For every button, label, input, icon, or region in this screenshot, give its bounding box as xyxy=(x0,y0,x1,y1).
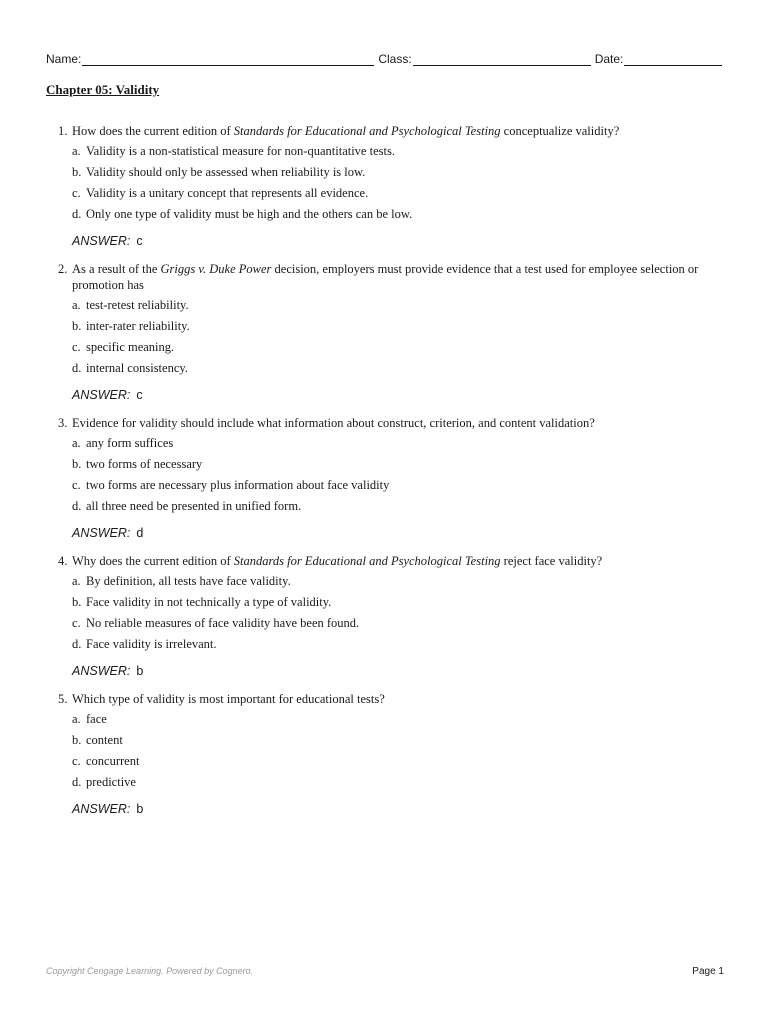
choice-letter: b. xyxy=(72,319,82,333)
question-text-end: decision, employers must provide evidence that a test used for employee selection or promotion has xyxy=(72,262,699,292)
choice-text: predictive xyxy=(86,775,136,789)
name-label: Name: xyxy=(46,52,82,66)
choice-text: No reliable measures of face validity have been found. xyxy=(86,616,360,630)
question-text xyxy=(72,553,718,569)
choice-text: Validity is a unitary concept that represents all evidence. xyxy=(86,186,369,200)
choice-letter: a. xyxy=(72,298,81,312)
question-text-start: As a result of the xyxy=(72,262,161,276)
choice-letter: b. xyxy=(72,165,82,179)
answer-choice xyxy=(72,143,718,159)
date-blank-line xyxy=(624,52,722,66)
question-list xyxy=(58,123,718,829)
choice-text: inter-rater reliability. xyxy=(86,319,190,333)
answer-key xyxy=(72,387,718,403)
answer-label: ANSWER: xyxy=(72,388,131,402)
question-number: 5. xyxy=(58,692,68,706)
page-number: Page 1 xyxy=(692,966,724,977)
answer-choices xyxy=(72,435,718,514)
question-text-title: Standards for Educational and Psychological Testing xyxy=(233,124,501,138)
question-number: 1. xyxy=(58,124,68,138)
answer-choices xyxy=(72,297,718,376)
question-item xyxy=(58,261,718,403)
question-stem xyxy=(58,415,718,431)
question-text-start: Which type of validity is most important for educational tests? xyxy=(72,692,385,706)
answer-choice xyxy=(72,711,718,727)
choice-letter: a. xyxy=(72,574,81,588)
name-blank-line xyxy=(82,52,374,66)
name-field xyxy=(46,52,374,66)
choice-text: all three need be presented in unified form. xyxy=(86,499,302,513)
answer-choice xyxy=(72,318,718,334)
answer-choice xyxy=(72,360,718,376)
choice-text: Only one type of validity must be high and the others can be low. xyxy=(86,207,413,221)
question-text-end: reject face validity? xyxy=(500,554,603,568)
choice-letter: b. xyxy=(72,595,82,609)
choice-letter: c. xyxy=(72,478,81,492)
answer-key xyxy=(72,233,718,249)
choice-letter: d. xyxy=(72,499,82,513)
answer-value: c xyxy=(136,234,143,248)
answer-choice xyxy=(72,732,718,748)
page-footer xyxy=(46,966,724,980)
question-stem xyxy=(58,123,718,139)
class-field xyxy=(378,52,590,66)
choice-letter: c. xyxy=(72,616,81,630)
copyright-notice: Copyright Cengage Learning. Powered by Cognero. xyxy=(46,966,254,976)
choice-text: By definition, all tests have face validity. xyxy=(86,574,291,588)
choice-text: concurrent xyxy=(86,754,140,768)
question-item xyxy=(58,415,718,541)
choice-letter: c. xyxy=(72,754,81,768)
choice-text: content xyxy=(86,733,123,747)
question-text-title: Standards for Educational and Psychological Testing xyxy=(233,554,501,568)
answer-choice xyxy=(72,456,718,472)
choice-text: face xyxy=(86,712,107,726)
choice-text: Face validity in not technically a type of validity. xyxy=(86,595,332,609)
answer-choice xyxy=(72,339,718,355)
answer-choices xyxy=(72,143,718,222)
question-text xyxy=(72,123,718,139)
choice-letter: a. xyxy=(72,144,81,158)
choice-text: specific meaning. xyxy=(86,340,175,354)
question-stem xyxy=(58,261,718,293)
question-text-title: Griggs v. Duke Power xyxy=(160,262,272,276)
question-item xyxy=(58,691,718,817)
answer-choice xyxy=(72,498,718,514)
answer-choices xyxy=(72,573,718,652)
choice-letter: c. xyxy=(72,340,81,354)
answer-choice xyxy=(72,615,718,631)
choice-letter: d. xyxy=(72,361,82,375)
choice-letter: b. xyxy=(72,733,82,747)
answer-choice xyxy=(72,573,718,589)
choice-letter: a. xyxy=(72,436,81,450)
choice-text: two forms are necessary plus information about face validity xyxy=(86,478,390,492)
question-text-start: Why does the current edition of xyxy=(72,554,234,568)
class-label: Class: xyxy=(378,52,412,66)
answer-choice xyxy=(72,774,718,790)
student-info-header xyxy=(46,46,724,66)
answer-choice xyxy=(72,477,718,493)
question-text-end: conceptualize validity? xyxy=(500,124,620,138)
choice-text: Validity is a non-statistical measure for non-quantitative tests. xyxy=(86,144,395,158)
choice-text: Face validity is irrelevant. xyxy=(86,637,217,651)
answer-choice xyxy=(72,636,718,652)
answer-value: b xyxy=(136,664,144,678)
answer-value: d xyxy=(136,526,144,540)
choice-text: internal consistency. xyxy=(86,361,188,375)
date-field xyxy=(595,52,723,66)
choice-text: two forms of necessary xyxy=(86,457,203,471)
choice-letter: c. xyxy=(72,186,81,200)
question-text-start: Evidence for validity should include what information about construct, criterion, and content validation? xyxy=(72,416,595,430)
question-number: 4. xyxy=(58,554,68,568)
question-text-start: How does the current edition of xyxy=(72,124,234,138)
answer-value: c xyxy=(136,388,143,402)
choice-letter: d. xyxy=(72,637,82,651)
answer-label: ANSWER: xyxy=(72,664,131,678)
answer-choice xyxy=(72,164,718,180)
choice-letter: b. xyxy=(72,457,82,471)
question-stem xyxy=(58,691,718,707)
question-item xyxy=(58,123,718,249)
answer-label: ANSWER: xyxy=(72,526,131,540)
question-text xyxy=(72,261,718,293)
answer-label: ANSWER: xyxy=(72,802,131,816)
question-text xyxy=(72,691,718,707)
answer-choice xyxy=(72,594,718,610)
choice-letter: d. xyxy=(72,775,82,789)
choice-text: any form suffices xyxy=(86,436,174,450)
choice-text: Validity should only be assessed when reliability is low. xyxy=(86,165,366,179)
chapter-title: Chapter 05: Validity xyxy=(46,82,160,97)
choice-letter: a. xyxy=(72,712,81,726)
answer-label: ANSWER: xyxy=(72,234,131,248)
question-text xyxy=(72,415,718,431)
question-item xyxy=(58,553,718,679)
answer-choice xyxy=(72,435,718,451)
answer-choice xyxy=(72,206,718,222)
answer-key xyxy=(72,663,718,679)
answer-choices xyxy=(72,711,718,790)
question-number: 3. xyxy=(58,416,68,430)
question-stem xyxy=(58,553,718,569)
answer-key xyxy=(72,525,718,541)
date-label: Date: xyxy=(594,52,624,66)
answer-choice xyxy=(72,753,718,769)
choice-text: test-retest reliability. xyxy=(86,298,189,312)
answer-value: b xyxy=(136,802,144,816)
answer-choice xyxy=(72,185,718,201)
answer-choice xyxy=(72,297,718,313)
choice-letter: d. xyxy=(72,207,82,221)
class-blank-line xyxy=(413,52,591,66)
answer-key xyxy=(72,801,718,817)
question-number: 2. xyxy=(58,262,68,276)
